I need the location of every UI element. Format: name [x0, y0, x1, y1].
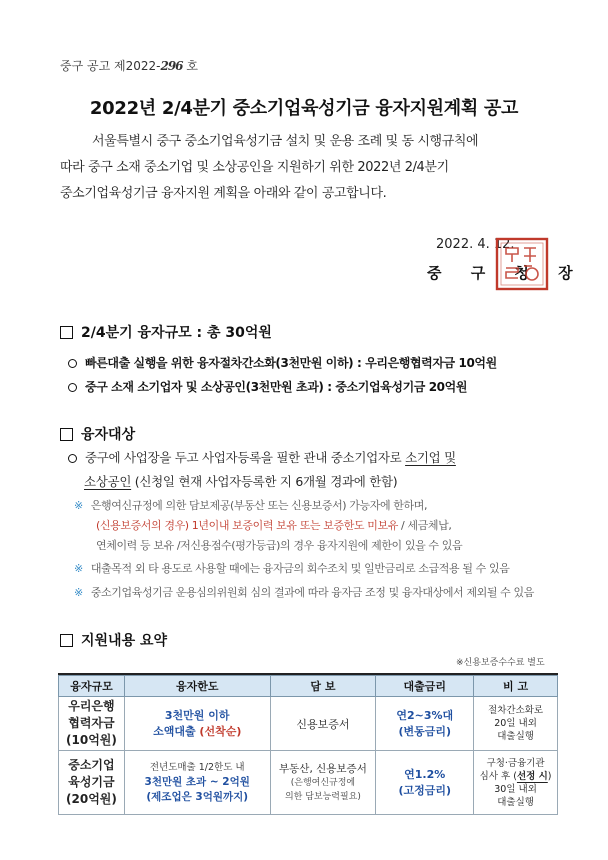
note1-line2-rest: / 세금체납, — [397, 519, 452, 532]
eligibility-underlined-2: 소상공인 — [84, 474, 132, 489]
cell-text: 심사 후 ( — [479, 770, 517, 782]
cell-text-red: (선착순) — [199, 724, 242, 738]
cell-text: 전년도매출 1/2한도 내 — [149, 762, 245, 773]
cell-remark — [474, 697, 558, 751]
cell-text: 구청·금융기관 — [486, 757, 545, 769]
note1-line2-red: (신용보증서의 경우) 1년이내 보증이력 보유 또는 보증한도 미보유 — [96, 519, 398, 532]
cell-scale — [59, 751, 125, 815]
notice-date: 2022. 4. 12. — [436, 237, 515, 252]
loan-scale-item-1 — [68, 354, 497, 371]
cell-text: 3천만원 초과 ~ 2억원 — [144, 776, 250, 788]
reference-mark: ※ — [74, 499, 83, 512]
section1-heading-text: 2/4분기 융자규모 : 총 30억원 — [81, 325, 272, 341]
circle-bullet-icon — [68, 454, 77, 463]
cell-limit — [124, 751, 270, 815]
table-row — [59, 751, 558, 815]
cell-text: 3천만원 이하 — [164, 708, 230, 722]
cell-text: 소액대출 — [153, 724, 200, 738]
eligibility-description — [68, 446, 560, 494]
eligibility-underlined-1: 소기업 및 — [405, 450, 456, 465]
intro-paragraph — [60, 129, 560, 207]
circle-bullet-icon — [68, 359, 77, 368]
cell-text: 절차간소화로 — [488, 705, 544, 716]
cell-text: (변동금리) — [398, 724, 452, 738]
loan-scale-item-2-text: 중구 소재 소기업자 및 소상공인(3천만원 초과) : 중소기업육성기금 20억원 — [85, 380, 468, 394]
table-row — [59, 697, 558, 751]
cell-collateral — [270, 751, 376, 815]
checkbox-square-icon — [60, 634, 73, 647]
cell-text: 육성기금 — [68, 775, 115, 789]
intro-line-1: 서울특별시 중구 중소기업육성기금 설치 및 운용 조례 및 동 시행규칙에 — [92, 134, 479, 149]
cell-text: 신용보증서 — [296, 717, 350, 731]
cell-text: (20억원) — [66, 792, 117, 806]
section-heading-summary — [60, 630, 167, 650]
circle-bullet-icon — [68, 383, 77, 392]
notice-suffix: 호 — [186, 59, 198, 73]
support-summary-table — [58, 675, 558, 815]
col-header-limit: 융자한도 — [124, 676, 270, 697]
cell-rate — [376, 697, 474, 751]
col-header-remark: 비 고 — [474, 676, 558, 697]
section2-heading-text: 융자대상 — [81, 427, 136, 443]
fee-note: ※신용보증수수료 별도 — [456, 658, 545, 668]
cell-text-underlined: 선정 시 — [516, 770, 548, 782]
col-header-rate: 대출금리 — [376, 676, 474, 697]
cell-scale — [59, 697, 125, 751]
eligibility-note-3 — [74, 584, 564, 600]
cell-remark — [474, 751, 558, 815]
cell-text: (제조업은 3억원까지) — [146, 791, 249, 803]
intro-line-2: 따라 중구 소재 중소기업 및 소상공인을 지원하기 위한 2022년 2/4분기 — [60, 160, 449, 175]
cell-collateral — [270, 697, 376, 751]
loan-scale-item-2 — [68, 378, 467, 395]
cell-text: 20일 내외 — [494, 718, 537, 729]
note1-line1: 은행여신규정에 의한 담보제공(부동산 또는 신용보증서) 가능자에 한하며, — [90, 499, 428, 512]
document-title: 2022년 2/4분기 중소기업육성기금 융자지원계획 공고 — [89, 98, 519, 119]
handwritten-number: 296 — [160, 59, 183, 73]
col-header-collateral: 담 보 — [270, 676, 376, 697]
cell-text: ) — [547, 770, 552, 782]
loan-scale-item-1-text: 빠른대출 실행을 위한 융자절차간소화(3천만원 이하) : 우리은행협력자금 10억원 — [85, 356, 497, 370]
reference-mark: ※ — [74, 562, 83, 575]
intro-line-3: 중소기업육성기금 융자지원 계획을 아래와 같이 공고합니다. — [60, 186, 387, 201]
table-header-row — [59, 676, 558, 697]
note2-text: 대출목적 외 타 용도로 사용할 때에는 융자금의 회수조치 및 일반금리로 소급적용 될 수 있음 — [90, 562, 510, 575]
note3-text: 중소기업육성기금 운용심의위원회 심의 결과에 따라 융자금 조정 및 융자대상에서 제외될 수 있음 — [90, 586, 534, 599]
cell-text: 의한 담보능력필요) — [284, 791, 361, 802]
note1-line3: 연체이력 등 보유 /저신용점수(평가등급)의 경우 융자지원에 제한이 있을 수 있음 — [96, 539, 463, 552]
eligibility-text-b: (신청일 현재 사업자등록한 지 6개월 경과에 한함) — [131, 474, 398, 489]
eligibility-note-1 — [74, 496, 564, 556]
notice-number — [60, 57, 198, 74]
section-heading-eligibility — [60, 424, 135, 444]
cell-text: 연1.2% — [404, 767, 446, 781]
eligibility-text-a: 중구에 사업장을 두고 사업자등록을 필한 관내 중소기업자로 — [85, 450, 406, 465]
cell-text: 대출실행 — [497, 731, 534, 742]
notice-prefix: 중구 공고 제2022- — [60, 59, 161, 73]
reference-mark: ※ — [74, 586, 83, 599]
cell-text: (10억원) — [66, 733, 117, 747]
cell-text: 30일 내외 — [494, 783, 537, 795]
cell-text: 우리은행 — [68, 699, 115, 713]
section-heading-loan-scale — [60, 322, 272, 342]
cell-text: 부동산, 신용보증서 — [279, 762, 367, 775]
eligibility-note-2 — [74, 560, 564, 576]
cell-text: (은행여신규정에 — [290, 777, 356, 788]
cell-limit — [124, 697, 270, 751]
official-seal-icon — [494, 236, 550, 292]
checkbox-square-icon — [60, 428, 73, 441]
cell-text: 연2~3%대 — [396, 708, 454, 722]
cell-rate — [376, 751, 474, 815]
cell-text: 대출실행 — [497, 796, 534, 808]
cell-text: (고정금리) — [398, 783, 452, 797]
cell-text: 중소기업 — [68, 758, 115, 772]
checkbox-square-icon — [60, 326, 73, 339]
col-header-scale: 융자규모 — [59, 676, 125, 697]
cell-text: 협력자금 — [68, 716, 115, 730]
issuer-name: 중 구 청 장 — [427, 264, 585, 282]
section3-heading-text: 지원내용 요약 — [81, 633, 168, 649]
